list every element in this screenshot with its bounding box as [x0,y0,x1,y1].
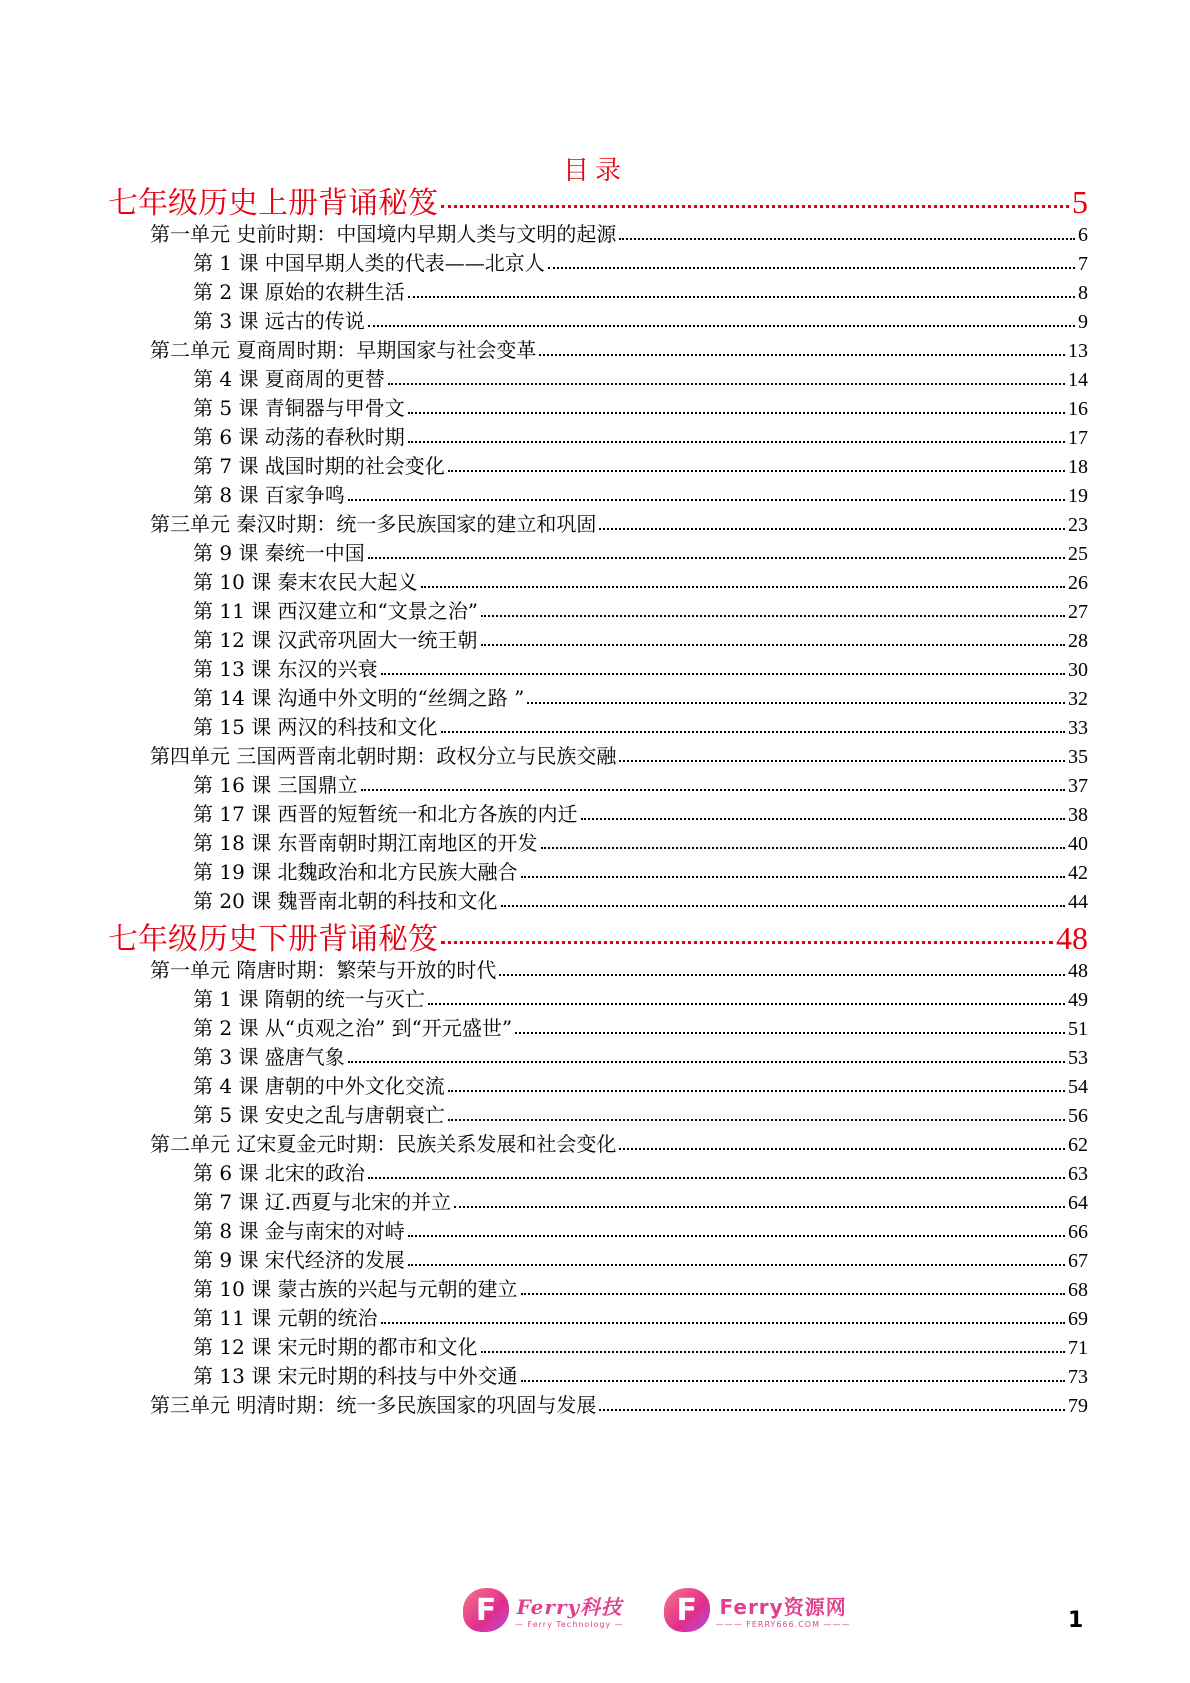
toc-entry-page: 33 [1068,717,1088,739]
dot-leader [481,615,1065,617]
toc-entry-lesson[interactable] [193,1331,1088,1360]
toc-entry-label: 七年级历史下册背诵秘笈 [108,922,438,957]
toc-entry-page: 54 [1068,1076,1088,1098]
logo-sub-text: ——— FERRY666.COM ——— [715,1620,851,1629]
toc-entry-page: 8 [1078,282,1088,304]
toc-entry-label: 第 5 课 青铜器与甲骨文 [193,396,405,420]
toc-entry-page: 9 [1078,311,1088,333]
toc-entry-unit[interactable] [150,218,1088,247]
toc-entry-label: 第 12 课 宋元时期的都市和文化 [193,1335,478,1359]
dot-leader [501,905,1065,907]
toc-entry-page: 51 [1068,1018,1088,1040]
toc-entry-lesson[interactable] [193,595,1088,624]
dot-leader [381,1322,1065,1324]
toc-entry-book[interactable] [108,914,1088,957]
dot-leader [388,383,1065,385]
toc-entry-label: 第 3 课 远古的传说 [193,309,365,333]
toc-entry-lesson[interactable] [193,363,1088,392]
toc-entry-page: 37 [1068,775,1088,797]
toc-entry-label: 第 4 课 夏商周的更替 [193,367,385,391]
dot-leader [408,1264,1065,1266]
toc-entry-unit[interactable] [150,740,1088,769]
dot-leader [548,267,1075,269]
toc-entry-lesson[interactable] [193,682,1088,711]
toc-entry-page: 18 [1068,456,1088,478]
dot-leader [581,818,1065,820]
toc-entry-lesson[interactable] [193,885,1088,914]
dot-leader [441,205,1069,208]
toc-entry-lesson[interactable] [193,624,1088,653]
toc-entry-label: 第 7 课 战国时期的社会变化 [193,454,445,478]
dot-leader [619,760,1065,762]
dot-leader [421,586,1065,588]
toc-entry-label: 第一单元 史前时期：中国境内早期人类与文明的起源 [150,222,617,246]
toc-entry-label: 第三单元 明清时期：统一多民族国家的巩固与发展 [150,1393,597,1417]
toc-entry-page: 48 [1068,960,1088,982]
toc-entry-label: 第 14 课 沟通中外文明的“丝绸之路 ” [193,686,525,710]
toc-entry-page: 40 [1068,833,1088,855]
toc-entry-page: 27 [1068,601,1088,623]
toc-entry-label: 第 3 课 盛唐气象 [193,1045,345,1069]
dot-leader [448,1119,1065,1121]
toc-entry-page: 17 [1068,427,1088,449]
toc-entry-lesson[interactable] [193,856,1088,885]
toc-entry-page: 49 [1068,989,1088,1011]
toc-entry-lesson[interactable] [193,247,1088,276]
dot-leader [368,557,1065,559]
ferry-tech-logo [463,1588,624,1632]
toc-entry-label: 第 13 课 东汉的兴衰 [193,657,378,681]
toc-entry-label: 第 9 课 宋代经济的发展 [193,1248,405,1272]
dot-leader [368,1177,1065,1179]
logo-main-text: Ferry科技 [516,1595,623,1619]
toc-entry-lesson[interactable] [193,827,1088,856]
logo-main-text: Ferry资源网 [719,1595,847,1619]
dot-leader [521,1293,1065,1295]
dot-leader [527,702,1065,704]
toc-entry-label: 第三单元 秦汉时期：统一多民族国家的建立和巩固 [150,512,597,536]
toc-entry-page: 35 [1068,746,1088,768]
toc-entry-lesson[interactable] [193,305,1088,334]
toc-entry-page: 48 [1056,920,1088,956]
toc-entry-label: 第 2 课 原始的农耕生活 [193,280,405,304]
dot-leader [454,1206,1065,1208]
toc-entry-label: 第 19 课 北魏政治和北方民族大融合 [193,860,518,884]
toc-entry-lesson[interactable] [193,276,1088,305]
toc-entry-page: 73 [1068,1366,1088,1388]
toc-entry-unit[interactable] [150,334,1088,363]
dot-leader [381,673,1065,675]
toc-entry-lesson[interactable] [193,1186,1088,1215]
toc-entry-lesson[interactable] [193,1157,1088,1186]
dot-leader [599,1409,1065,1411]
dot-leader [368,325,1075,327]
toc-entry-book[interactable] [108,178,1088,221]
toc-entry-unit[interactable] [150,1128,1088,1157]
ferry-resource-logo [664,1588,851,1632]
dot-leader [408,1235,1065,1237]
dot-leader [619,1148,1065,1150]
toc-entry-lesson[interactable] [193,1360,1088,1389]
toc-entry-label: 第 12 课 汉武帝巩固大一统王朝 [193,628,478,652]
toc-entry-lesson[interactable] [193,983,1088,1012]
toc-entry-label: 第二单元 夏商周时期：早期国家与社会变革 [150,338,537,362]
dot-leader [599,528,1065,530]
dot-leader [408,441,1065,443]
toc-title: 目录 [562,156,627,186]
toc-entry-page: 13 [1068,340,1088,362]
toc-entry-label: 第四单元 三国两晋南北朝时期：政权分立与民族交融 [150,744,617,768]
dot-leader [441,731,1065,733]
toc-entry-page: 38 [1068,804,1088,826]
toc-entry-page: 5 [1072,184,1088,220]
toc-entry-page: 14 [1068,369,1088,391]
footer-logos [463,1588,851,1632]
dot-leader [481,1351,1065,1353]
toc-entry-page: 53 [1068,1047,1088,1069]
toc-entry-label: 第 6 课 动荡的春秋时期 [193,425,405,449]
toc-entry-label: 第 9 课 秦统一中国 [193,541,365,565]
toc-entry-lesson[interactable] [193,1070,1088,1099]
toc-entry-lesson[interactable] [193,1273,1088,1302]
toc-entry-lesson[interactable] [193,450,1088,479]
toc-entry-page: 68 [1068,1279,1088,1301]
toc-entry-page: 42 [1068,862,1088,884]
page-number: 1 [1068,1608,1084,1633]
toc-entry-label: 第 20 课 魏晋南北朝的科技和文化 [193,889,498,913]
logo-sub-text: — Ferry Technology — [515,1620,624,1629]
toc-entry-label: 第 13 课 宋元时期的科技与中外交通 [193,1364,518,1388]
toc-entry-label: 第 8 课 金与南宋的对峙 [193,1219,405,1243]
toc-entry-label: 第 15 课 两汉的科技和文化 [193,715,438,739]
toc-entry-page: 44 [1068,891,1088,913]
toc-entry-page: 69 [1068,1308,1088,1330]
toc-entry-unit[interactable] [150,508,1088,537]
toc-entry-unit[interactable] [150,1389,1088,1418]
toc-entry-lesson[interactable] [193,1244,1088,1273]
dot-leader [481,644,1065,646]
toc-entry-lesson[interactable] [193,566,1088,595]
toc-entry-lesson[interactable] [193,392,1088,421]
toc-entry-lesson[interactable] [193,1302,1088,1331]
toc-entry-label: 第 1 课 中国早期人类的代表——北京人 [193,251,545,275]
dot-leader [521,876,1065,878]
toc-entry-label: 第 6 课 北宋的政治 [193,1161,365,1185]
toc-entry-page: 25 [1068,543,1088,565]
toc-entry-label: 第 4 课 唐朝的中外文化交流 [193,1074,445,1098]
toc-entry-page: 23 [1068,514,1088,536]
dot-leader [521,1380,1065,1382]
toc-entry-label: 第二单元 辽宋夏金元时期：民族关系发展和社会变化 [150,1132,617,1156]
toc-entry-lesson[interactable] [193,421,1088,450]
dot-leader [428,1003,1065,1005]
dot-leader [448,470,1065,472]
toc-entry-page: 16 [1068,398,1088,420]
dot-leader [499,974,1065,976]
toc-entry-label: 第 7 课 辽.西夏与北宋的并立 [193,1190,452,1214]
dot-leader [408,296,1075,298]
toc-entry-label: 第 11 课 元朝的统治 [193,1306,378,1330]
toc-entry-lesson[interactable] [193,479,1088,508]
dot-leader [348,1061,1065,1063]
toc-entry-page: 66 [1068,1221,1088,1243]
toc-entry-page: 64 [1068,1192,1088,1214]
toc-entry-label: 第 2 课 从“贞观之治” 到“开元盛世” [193,1016,513,1040]
toc-entry-label: 第一单元 隋唐时期：繁荣与开放的时代 [150,958,497,982]
toc-entry-lesson[interactable] [193,711,1088,740]
toc-entry-page: 71 [1068,1337,1088,1359]
toc-entry-lesson[interactable] [193,653,1088,682]
dot-leader [515,1032,1065,1034]
toc-entry-page: 62 [1068,1134,1088,1156]
toc-entry-label: 第 18 课 东晋南朝时期江南地区的开发 [193,831,538,855]
toc-entry-label: 七年级历史上册背诵秘笈 [108,186,438,221]
toc-entry-label: 第 5 课 安史之乱与唐朝衰亡 [193,1103,445,1127]
toc-entry-page: 32 [1068,688,1088,710]
toc-entry-label: 第 16 课 三国鼎立 [193,773,358,797]
toc-entry-label: 第 10 课 秦末农民大起义 [193,570,418,594]
dot-leader [619,238,1075,240]
toc-entry-page: 28 [1068,630,1088,652]
toc-entry-lesson[interactable] [193,769,1088,798]
dot-leader [539,354,1065,356]
dot-leader [348,499,1065,501]
toc-entry-lesson[interactable] [193,798,1088,827]
toc-entry-lesson[interactable] [193,1099,1088,1128]
toc-entry-page: 63 [1068,1163,1088,1185]
toc-entry-label: 第 17 课 西晋的短暂统一和北方各族的内迁 [193,802,578,826]
toc-entry-page: 26 [1068,572,1088,594]
toc-entry-page: 6 [1078,224,1088,246]
toc-entry-page: 79 [1068,1395,1088,1417]
toc-entry-lesson[interactable] [193,1012,1088,1041]
toc-entry-page: 19 [1068,485,1088,507]
toc-entry-lesson[interactable] [193,1041,1088,1070]
toc-entry-page: 67 [1068,1250,1088,1272]
dot-leader [361,789,1065,791]
toc-entry-label: 第 8 课 百家争鸣 [193,483,345,507]
toc-entry-page: 7 [1078,253,1088,275]
toc-entry-page: 56 [1068,1105,1088,1127]
dot-leader [441,941,1053,944]
dot-leader [448,1090,1065,1092]
ferry-logo-icon: F [664,1588,710,1632]
toc-entry-label: 第 11 课 西汉建立和“文景之治” [193,599,478,623]
toc-entry-label: 第 10 课 蒙古族的兴起与元朝的建立 [193,1277,518,1301]
toc-entry-lesson[interactable] [193,1215,1088,1244]
toc-entry-label: 第 1 课 隋朝的统一与灭亡 [193,987,425,1011]
toc-entry-unit[interactable] [150,954,1088,983]
toc-entry-page: 30 [1068,659,1088,681]
toc-entry-lesson[interactable] [193,537,1088,566]
ferry-logo-icon: F [463,1588,509,1632]
dot-leader [541,847,1065,849]
dot-leader [408,412,1065,414]
